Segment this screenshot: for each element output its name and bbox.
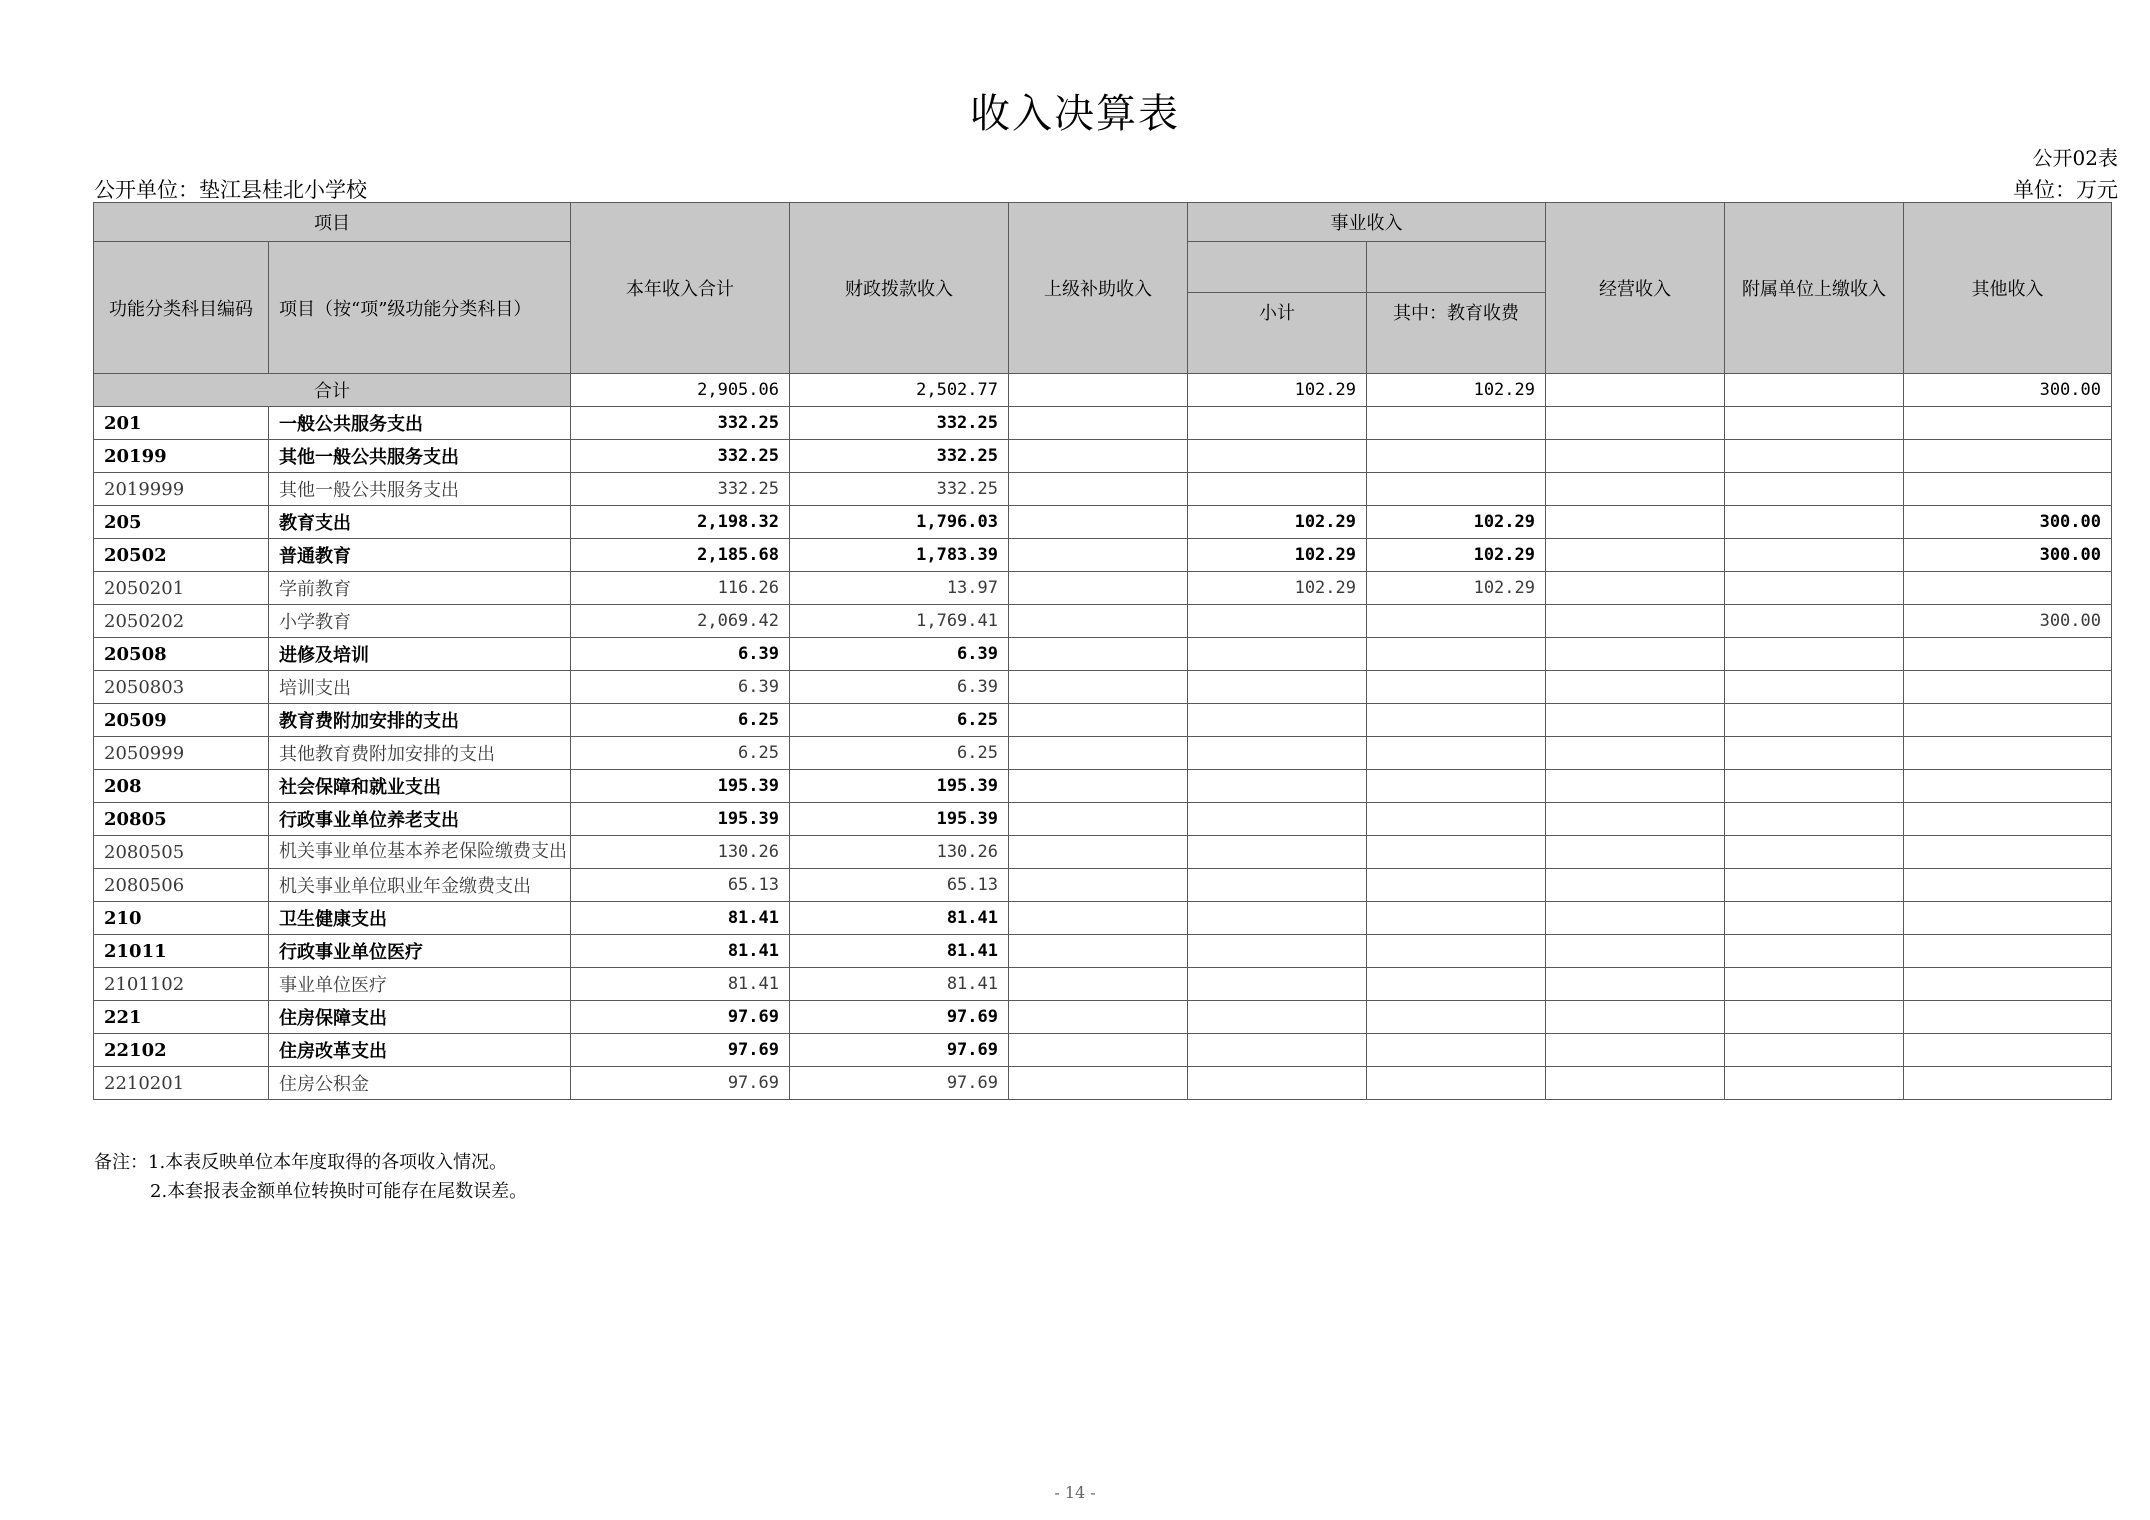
cell-other bbox=[1904, 638, 2112, 671]
cell-edu-fee bbox=[1367, 638, 1546, 671]
cell-affiliated bbox=[1725, 737, 1904, 770]
cell-total: 81.41 bbox=[571, 902, 790, 935]
cell-operating bbox=[1546, 572, 1725, 605]
cell-fiscal: 1,769.41 bbox=[790, 605, 1009, 638]
cell-code: 22102 bbox=[94, 1034, 269, 1067]
table-row bbox=[94, 506, 2112, 539]
cell-edu-fee bbox=[1367, 671, 1546, 704]
cell-operating bbox=[1546, 935, 1725, 968]
table-row bbox=[94, 770, 2112, 803]
cell-operating bbox=[1546, 1001, 1725, 1034]
cell-subtotal bbox=[1188, 968, 1367, 1001]
cell-subtotal bbox=[1188, 1001, 1367, 1034]
cell-edu-fee: 102.29 bbox=[1367, 539, 1546, 572]
cell-operating bbox=[1546, 440, 1725, 473]
cell-superior bbox=[1009, 935, 1188, 968]
cell-subtotal bbox=[1188, 869, 1367, 902]
cell-other bbox=[1904, 935, 2112, 968]
cell-affiliated bbox=[1725, 407, 1904, 440]
cell-affiliated bbox=[1725, 803, 1904, 836]
cell-superior bbox=[1009, 638, 1188, 671]
table-row bbox=[94, 935, 2112, 968]
cell-edu-fee bbox=[1367, 1001, 1546, 1034]
cell-code: 2019999 bbox=[94, 473, 269, 506]
table-row bbox=[94, 803, 2112, 836]
cell-subtotal bbox=[1188, 1034, 1367, 1067]
cell-code: 21011 bbox=[94, 935, 269, 968]
cell-operating bbox=[1546, 638, 1725, 671]
cell-name: 其他教育费附加安排的支出 bbox=[269, 737, 571, 770]
cell-total: 332.25 bbox=[571, 407, 790, 440]
cell-operating bbox=[1546, 1034, 1725, 1067]
cell-operating bbox=[1546, 836, 1725, 869]
cell-superior bbox=[1009, 407, 1188, 440]
income-table bbox=[93, 202, 2112, 1100]
cell-other bbox=[1904, 407, 2112, 440]
cell-code: 2080506 bbox=[94, 869, 269, 902]
table-body bbox=[94, 374, 2112, 1100]
cell-code: 2050803 bbox=[94, 671, 269, 704]
cell-other bbox=[1904, 803, 2112, 836]
cell-other bbox=[1904, 1001, 2112, 1034]
cell-fiscal: 6.39 bbox=[790, 671, 1009, 704]
header-total: 本年收入合计 bbox=[571, 203, 790, 374]
cell-other bbox=[1904, 1034, 2112, 1067]
table-header bbox=[94, 203, 2112, 374]
cell-operating bbox=[1546, 968, 1725, 1001]
table-row bbox=[94, 605, 2112, 638]
cell-superior bbox=[1009, 572, 1188, 605]
cell-superior bbox=[1009, 737, 1188, 770]
cell-edu-fee bbox=[1367, 770, 1546, 803]
cell-other bbox=[1904, 968, 2112, 1001]
cell-affiliated bbox=[1725, 836, 1904, 869]
cell-total: 6.25 bbox=[571, 737, 790, 770]
cell-affiliated bbox=[1725, 935, 1904, 968]
cell-subtotal bbox=[1188, 671, 1367, 704]
cell-fiscal: 6.25 bbox=[790, 704, 1009, 737]
cell-operating bbox=[1546, 407, 1725, 440]
cell-affiliated bbox=[1725, 770, 1904, 803]
cell-fiscal: 81.41 bbox=[790, 935, 1009, 968]
cell-total: 6.25 bbox=[571, 704, 790, 737]
header-operating: 经营收入 bbox=[1546, 203, 1725, 374]
cell-superior bbox=[1009, 440, 1188, 473]
table-row bbox=[94, 440, 2112, 473]
footnotes bbox=[94, 1148, 527, 1206]
header-item-group: 项目 bbox=[94, 203, 571, 242]
form-number: 公开02表 bbox=[2032, 146, 2118, 170]
cell-superior bbox=[1009, 506, 1188, 539]
cell-name: 社会保障和就业支出 bbox=[269, 770, 571, 803]
cell-other bbox=[1904, 836, 2112, 869]
cell-fiscal: 6.25 bbox=[790, 737, 1009, 770]
cell-affiliated bbox=[1725, 968, 1904, 1001]
cell-edu-fee bbox=[1367, 935, 1546, 968]
cell-edu-fee: 102.29 bbox=[1367, 506, 1546, 539]
cell-total: 81.41 bbox=[571, 935, 790, 968]
cell-superior bbox=[1009, 605, 1188, 638]
header-name: 项目（按“项”级功能分类科目） bbox=[269, 242, 571, 374]
cell-total: 2,198.32 bbox=[571, 506, 790, 539]
cell-fiscal: 6.39 bbox=[790, 638, 1009, 671]
cell-subtotal bbox=[1188, 935, 1367, 968]
cell-code: 2050999 bbox=[94, 737, 269, 770]
cell-code: 2050201 bbox=[94, 572, 269, 605]
cell-subtotal bbox=[1188, 407, 1367, 440]
cell-subtotal bbox=[1188, 737, 1367, 770]
cell-operating bbox=[1546, 1067, 1725, 1100]
table-row bbox=[94, 1001, 2112, 1034]
cell-total: 332.25 bbox=[571, 440, 790, 473]
footnote-2: 2.本套报表金额单位转换时可能存在尾数误差。 bbox=[150, 1181, 528, 1202]
cell-name: 行政事业单位养老支出 bbox=[269, 803, 571, 836]
cell-other bbox=[1904, 737, 2112, 770]
cell-fiscal: 1,796.03 bbox=[790, 506, 1009, 539]
cell-name: 教育支出 bbox=[269, 506, 571, 539]
cell-edu-fee bbox=[1367, 968, 1546, 1001]
page-number: - 14 - bbox=[1054, 1483, 1096, 1502]
cell-affiliated bbox=[1725, 869, 1904, 902]
cell-fiscal: 81.41 bbox=[790, 902, 1009, 935]
page-title: 收入决算表 bbox=[970, 91, 1180, 137]
cell-subtotal bbox=[1188, 770, 1367, 803]
cell-operating bbox=[1546, 539, 1725, 572]
cell-subtotal: 102.29 bbox=[1188, 506, 1367, 539]
cell-name: 机关事业单位基本养老保险缴费支出 bbox=[269, 836, 571, 869]
header-superior: 上级补助收入 bbox=[1009, 203, 1188, 374]
cell-name: 学前教育 bbox=[269, 572, 571, 605]
cell-other bbox=[1904, 869, 2112, 902]
table-row bbox=[94, 869, 2112, 902]
cell-edu-fee bbox=[1367, 1067, 1546, 1100]
cell-fiscal: 81.41 bbox=[790, 968, 1009, 1001]
total-cell-total: 2,905.06 bbox=[571, 374, 790, 407]
table-row bbox=[94, 638, 2112, 671]
cell-code: 2050202 bbox=[94, 605, 269, 638]
cell-code: 208 bbox=[94, 770, 269, 803]
cell-code: 2080505 bbox=[94, 836, 269, 869]
cell-total: 2,069.42 bbox=[571, 605, 790, 638]
cell-code: 2210201 bbox=[94, 1067, 269, 1100]
cell-affiliated bbox=[1725, 1067, 1904, 1100]
table-row bbox=[94, 671, 2112, 704]
cell-fiscal: 13.97 bbox=[790, 572, 1009, 605]
cell-name: 住房公积金 bbox=[269, 1067, 571, 1100]
cell-other bbox=[1904, 440, 2112, 473]
cell-affiliated bbox=[1725, 539, 1904, 572]
currency-unit: 单位：万元 bbox=[2013, 178, 2118, 202]
cell-other bbox=[1904, 704, 2112, 737]
cell-superior bbox=[1009, 869, 1188, 902]
cell-operating bbox=[1546, 902, 1725, 935]
header-blank-1 bbox=[1188, 242, 1367, 293]
cell-name: 培训支出 bbox=[269, 671, 571, 704]
table-row bbox=[94, 836, 2112, 869]
cell-edu-fee bbox=[1367, 869, 1546, 902]
table-row bbox=[94, 1034, 2112, 1067]
cell-superior bbox=[1009, 803, 1188, 836]
cell-fiscal: 332.25 bbox=[790, 473, 1009, 506]
total-cell-fiscal: 2,502.77 bbox=[790, 374, 1009, 407]
cell-subtotal bbox=[1188, 473, 1367, 506]
reporting-unit: 公开单位：垫江县桂北小学校 bbox=[94, 178, 367, 202]
cell-subtotal bbox=[1188, 440, 1367, 473]
table-row bbox=[94, 407, 2112, 440]
table-row bbox=[94, 1067, 2112, 1100]
cell-other bbox=[1904, 671, 2112, 704]
cell-affiliated bbox=[1725, 638, 1904, 671]
cell-edu-fee bbox=[1367, 704, 1546, 737]
cell-fiscal: 97.69 bbox=[790, 1001, 1009, 1034]
cell-superior bbox=[1009, 473, 1188, 506]
cell-operating bbox=[1546, 671, 1725, 704]
table-row bbox=[94, 572, 2112, 605]
cell-superior bbox=[1009, 1034, 1188, 1067]
cell-subtotal bbox=[1188, 836, 1367, 869]
cell-code: 20508 bbox=[94, 638, 269, 671]
header-fiscal: 财政拨款收入 bbox=[790, 203, 1009, 374]
header-edu-fee: 其中：教育收费 bbox=[1367, 293, 1546, 374]
total-cell-edu-fee: 102.29 bbox=[1367, 374, 1546, 407]
cell-name: 住房保障支出 bbox=[269, 1001, 571, 1034]
cell-name: 一般公共服务支出 bbox=[269, 407, 571, 440]
cell-code: 20805 bbox=[94, 803, 269, 836]
cell-affiliated bbox=[1725, 572, 1904, 605]
cell-edu-fee bbox=[1367, 605, 1546, 638]
cell-name: 教育费附加安排的支出 bbox=[269, 704, 571, 737]
table-row bbox=[94, 539, 2112, 572]
cell-total: 116.26 bbox=[571, 572, 790, 605]
table-row bbox=[94, 473, 2112, 506]
cell-total: 195.39 bbox=[571, 803, 790, 836]
cell-total: 6.39 bbox=[571, 638, 790, 671]
cell-code: 205 bbox=[94, 506, 269, 539]
cell-code: 20502 bbox=[94, 539, 269, 572]
cell-name: 普通教育 bbox=[269, 539, 571, 572]
cell-operating bbox=[1546, 605, 1725, 638]
cell-total: 130.26 bbox=[571, 836, 790, 869]
cell-total: 6.39 bbox=[571, 671, 790, 704]
footnote-1: 备注：1.本表反映单位本年度取得的各项收入情况。 bbox=[94, 1152, 508, 1173]
cell-total: 195.39 bbox=[571, 770, 790, 803]
cell-operating bbox=[1546, 473, 1725, 506]
cell-superior bbox=[1009, 704, 1188, 737]
cell-affiliated bbox=[1725, 704, 1904, 737]
cell-affiliated bbox=[1725, 671, 1904, 704]
cell-affiliated bbox=[1725, 473, 1904, 506]
cell-subtotal bbox=[1188, 803, 1367, 836]
cell-other bbox=[1904, 572, 2112, 605]
cell-total: 81.41 bbox=[571, 968, 790, 1001]
cell-subtotal bbox=[1188, 1067, 1367, 1100]
cell-operating bbox=[1546, 770, 1725, 803]
total-cell-operating bbox=[1546, 374, 1725, 407]
cell-fiscal: 97.69 bbox=[790, 1067, 1009, 1100]
cell-operating bbox=[1546, 737, 1725, 770]
table-row bbox=[94, 902, 2112, 935]
cell-other bbox=[1904, 902, 2112, 935]
total-cell-superior bbox=[1009, 374, 1188, 407]
header-other: 其他收入 bbox=[1904, 203, 2112, 374]
cell-affiliated bbox=[1725, 440, 1904, 473]
cell-subtotal bbox=[1188, 638, 1367, 671]
cell-edu-fee bbox=[1367, 1034, 1546, 1067]
total-cell-affiliated bbox=[1725, 374, 1904, 407]
total-cell-other: 300.00 bbox=[1904, 374, 2112, 407]
cell-name: 机关事业单位职业年金缴费支出 bbox=[269, 869, 571, 902]
table-row bbox=[94, 968, 2112, 1001]
cell-other bbox=[1904, 473, 2112, 506]
cell-edu-fee bbox=[1367, 902, 1546, 935]
cell-fiscal: 195.39 bbox=[790, 770, 1009, 803]
cell-subtotal bbox=[1188, 704, 1367, 737]
cell-subtotal: 102.29 bbox=[1188, 572, 1367, 605]
cell-affiliated bbox=[1725, 506, 1904, 539]
cell-fiscal: 65.13 bbox=[790, 869, 1009, 902]
cell-superior bbox=[1009, 1001, 1188, 1034]
cell-total: 97.69 bbox=[571, 1001, 790, 1034]
header-code: 功能分类科目编码 bbox=[94, 242, 269, 374]
cell-edu-fee bbox=[1367, 803, 1546, 836]
cell-other: 300.00 bbox=[1904, 605, 2112, 638]
cell-name: 住房改革支出 bbox=[269, 1034, 571, 1067]
cell-name: 进修及培训 bbox=[269, 638, 571, 671]
cell-edu-fee bbox=[1367, 407, 1546, 440]
cell-name: 小学教育 bbox=[269, 605, 571, 638]
table-row bbox=[94, 704, 2112, 737]
total-label: 合计 bbox=[94, 374, 571, 407]
header-affiliated: 附属单位上缴收入 bbox=[1725, 203, 1904, 374]
cell-name: 卫生健康支出 bbox=[269, 902, 571, 935]
cell-edu-fee bbox=[1367, 440, 1546, 473]
cell-operating bbox=[1546, 869, 1725, 902]
cell-superior bbox=[1009, 539, 1188, 572]
cell-affiliated bbox=[1725, 605, 1904, 638]
cell-code: 221 bbox=[94, 1001, 269, 1034]
cell-subtotal bbox=[1188, 902, 1367, 935]
cell-edu-fee bbox=[1367, 473, 1546, 506]
cell-code: 20509 bbox=[94, 704, 269, 737]
cell-name: 行政事业单位医疗 bbox=[269, 935, 571, 968]
cell-affiliated bbox=[1725, 902, 1904, 935]
cell-affiliated bbox=[1725, 1001, 1904, 1034]
cell-subtotal bbox=[1188, 605, 1367, 638]
cell-total: 97.69 bbox=[571, 1067, 790, 1100]
cell-other: 300.00 bbox=[1904, 539, 2112, 572]
cell-superior bbox=[1009, 968, 1188, 1001]
cell-edu-fee: 102.29 bbox=[1367, 572, 1546, 605]
cell-superior bbox=[1009, 1067, 1188, 1100]
cell-subtotal: 102.29 bbox=[1188, 539, 1367, 572]
header-career-group: 事业收入 bbox=[1188, 203, 1546, 242]
cell-other: 300.00 bbox=[1904, 506, 2112, 539]
cell-fiscal: 195.39 bbox=[790, 803, 1009, 836]
cell-code: 2101102 bbox=[94, 968, 269, 1001]
cell-code: 210 bbox=[94, 902, 269, 935]
cell-affiliated bbox=[1725, 1034, 1904, 1067]
cell-operating bbox=[1546, 704, 1725, 737]
header-subtotal: 小计 bbox=[1188, 293, 1367, 374]
cell-code: 201 bbox=[94, 407, 269, 440]
cell-total: 97.69 bbox=[571, 1034, 790, 1067]
cell-edu-fee bbox=[1367, 836, 1546, 869]
cell-superior bbox=[1009, 902, 1188, 935]
cell-total: 65.13 bbox=[571, 869, 790, 902]
cell-name: 其他一般公共服务支出 bbox=[269, 473, 571, 506]
cell-other bbox=[1904, 770, 2112, 803]
cell-other bbox=[1904, 1067, 2112, 1100]
cell-superior bbox=[1009, 671, 1188, 704]
cell-superior bbox=[1009, 836, 1188, 869]
table-row bbox=[94, 737, 2112, 770]
cell-operating bbox=[1546, 506, 1725, 539]
cell-fiscal: 332.25 bbox=[790, 440, 1009, 473]
cell-fiscal: 332.25 bbox=[790, 407, 1009, 440]
cell-superior bbox=[1009, 770, 1188, 803]
cell-fiscal: 130.26 bbox=[790, 836, 1009, 869]
cell-code: 20199 bbox=[94, 440, 269, 473]
header-blank-2 bbox=[1367, 242, 1546, 293]
cell-total: 2,185.68 bbox=[571, 539, 790, 572]
cell-total: 332.25 bbox=[571, 473, 790, 506]
total-row bbox=[94, 374, 2112, 407]
total-cell-subtotal: 102.29 bbox=[1188, 374, 1367, 407]
cell-fiscal: 97.69 bbox=[790, 1034, 1009, 1067]
cell-name: 事业单位医疗 bbox=[269, 968, 571, 1001]
cell-edu-fee bbox=[1367, 737, 1546, 770]
cell-name: 其他一般公共服务支出 bbox=[269, 440, 571, 473]
cell-fiscal: 1,783.39 bbox=[790, 539, 1009, 572]
cell-operating bbox=[1546, 803, 1725, 836]
